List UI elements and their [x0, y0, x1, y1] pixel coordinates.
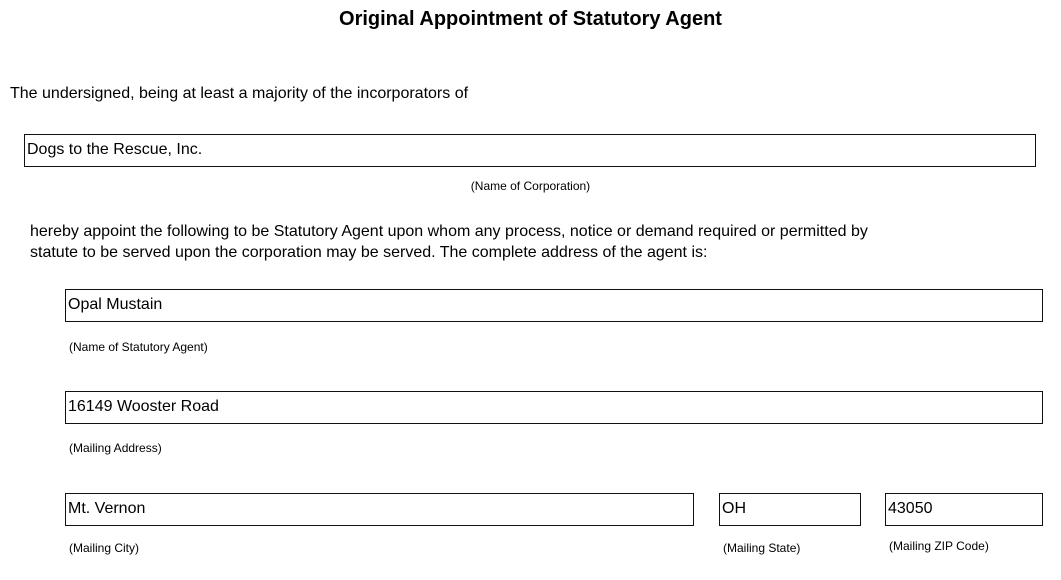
mailing-address-caption: (Mailing Address) — [69, 441, 162, 455]
agent-name-caption: (Name of Statutory Agent) — [69, 340, 208, 354]
appointment-text-line2: statute to be served upon the corporation may be served. The complete address of the agent is: — [30, 244, 708, 261]
intro-text: The undersigned, being at least a majority of the incorporators of — [10, 85, 469, 102]
mailing-address-field[interactable]: 16149 Wooster Road — [65, 391, 1043, 424]
corporation-name-caption: (Name of Corporation) — [470, 179, 591, 193]
mailing-city-caption: (Mailing City) — [69, 541, 140, 555]
appointment-text-line1: hereby appoint the following to be Statutory Agent upon whom any process, notice or demand required or permitted by — [30, 223, 868, 240]
mailing-zip-field[interactable]: 43050 — [885, 493, 1043, 526]
appointment-text — [30, 221, 868, 263]
corporation-name-field[interactable]: Dogs to the Rescue, Inc. — [24, 134, 1036, 167]
mailing-zip-caption: (Mailing ZIP Code) — [889, 539, 989, 553]
agent-name-field[interactable]: Opal Mustain — [65, 289, 1043, 322]
page-title: Original Appointment of Statutory Agent — [339, 8, 722, 30]
mailing-city-field[interactable]: Mt. Vernon — [65, 493, 694, 526]
mailing-state-field[interactable]: OH — [719, 493, 861, 526]
mailing-state-caption: (Mailing State) — [723, 541, 801, 555]
